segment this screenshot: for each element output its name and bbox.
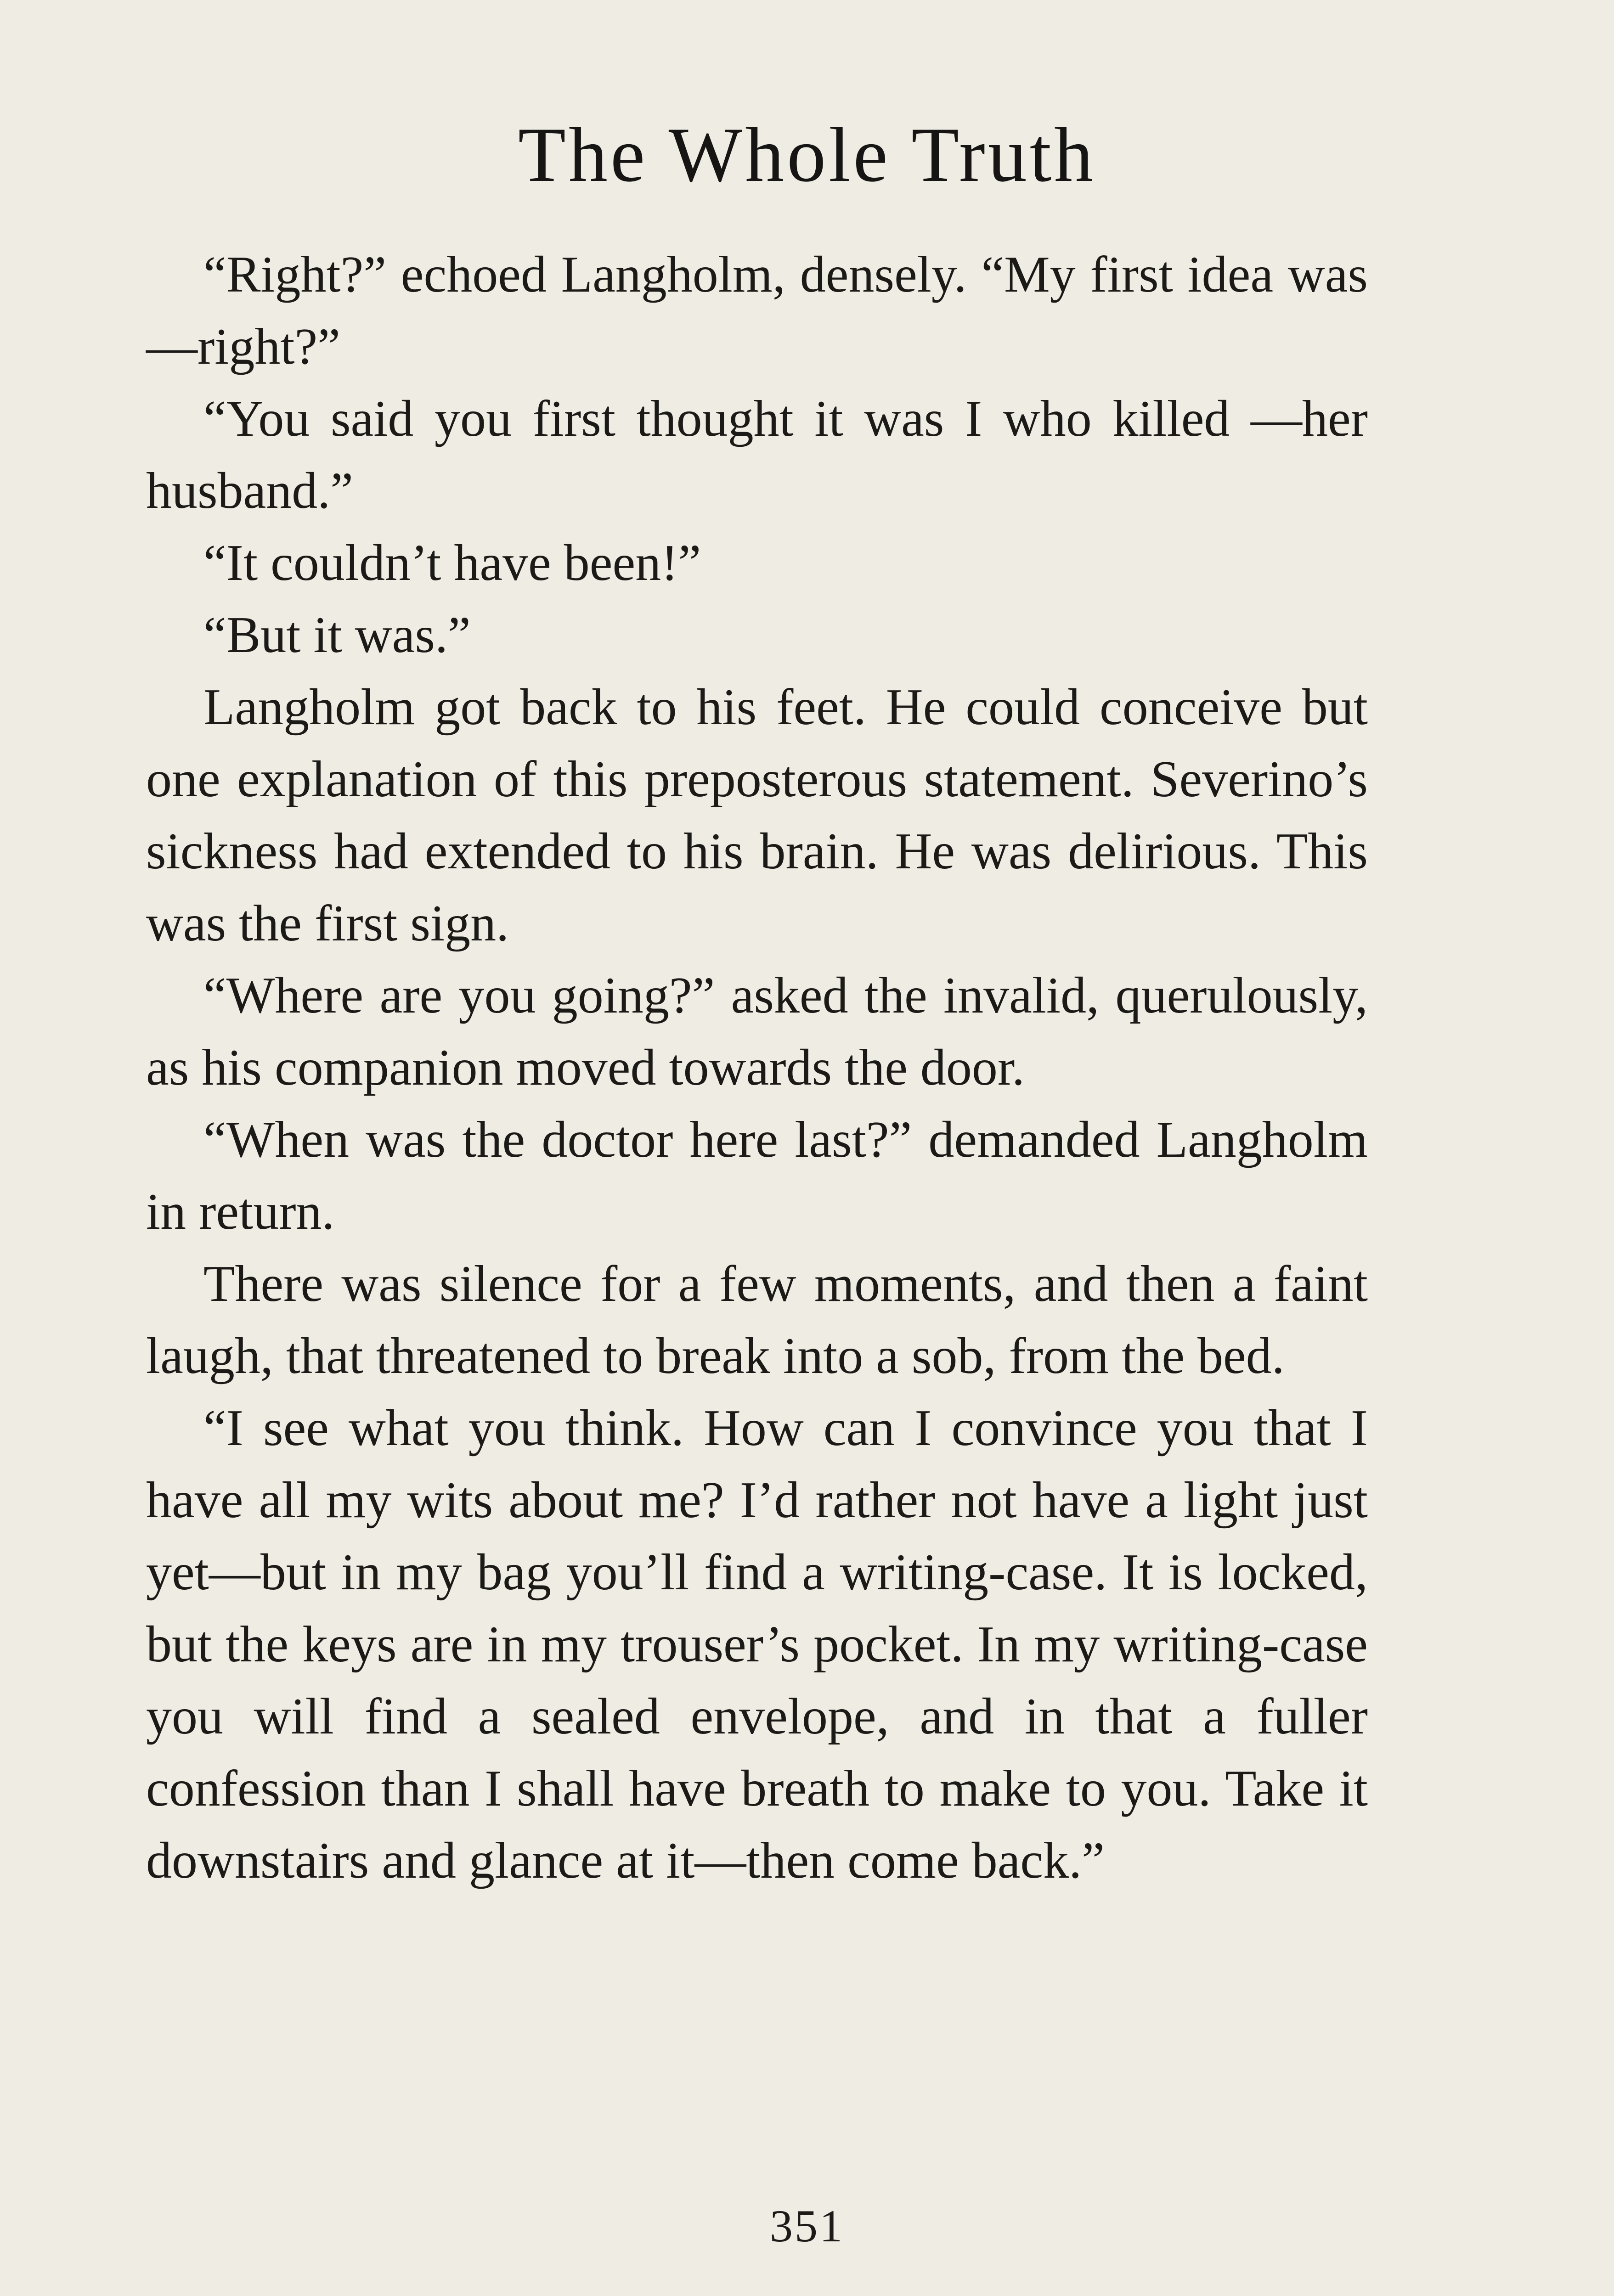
running-head: The Whole Truth: [518, 112, 1096, 198]
paragraph: “I see what you think. How can I convince you that I have all my wits about me? I’d rather not have a light just yet—but in my bag you’ll find a writing-case. It is locked, but the keys are in my trouser’s pocket. In my writing-case you will find a sealed envelope, and in that a fuller confession than I shall have breath to make to you. Take it downstairs and glance at it—then come back.”: [146, 1400, 1368, 1889]
paragraph: “Where are you going?” asked the invalid, querulously, as his companion moved towards the door.: [146, 967, 1368, 1096]
paragraph: “It couldn’t have been!”: [203, 535, 701, 591]
page-number: 351: [770, 2200, 844, 2251]
paragraph: “But it was.”: [203, 607, 471, 664]
paragraph: Langholm got back to his feet. He could conceive but one explanation of this preposterous statement. Severino’s sickness had extended to his brain. He was delirious. This was the first sign.: [146, 679, 1368, 952]
paragraph: There was silence for a few moments, and then a faint laugh, that threatened to break into a sob, from the bed.: [146, 1255, 1368, 1384]
paragraph: “Right?” echoed Langholm, densely. “My first idea was—right?”: [146, 246, 1368, 375]
paragraph: “You said you first thought it was I who killed —her husband.”: [146, 390, 1368, 519]
body-text: [146, 239, 1368, 1897]
paragraph: “When was the doctor here last?” demanded Langholm in return.: [146, 1111, 1368, 1240]
